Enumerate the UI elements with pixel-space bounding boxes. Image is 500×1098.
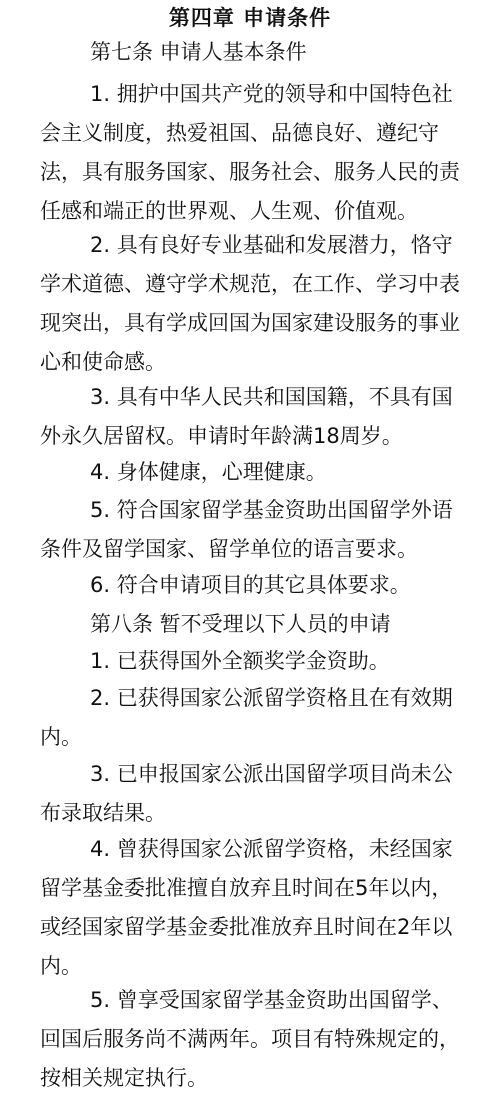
text-line: 5. 符合国家留学基金资助出国留学外语 xyxy=(90,498,453,522)
text-line: 任感和端正的世界观、人生观、价值观。 xyxy=(40,199,418,223)
text-line: 条件及留学国家、留学单位的语言要求。 xyxy=(40,537,418,561)
text-line: 2. 已获得国家公派留学资格且在有效期 xyxy=(90,686,453,710)
chapter-title: 第四章 申请条件 xyxy=(168,6,332,30)
text-line: 1. 已获得国外全额奖学金资助。 xyxy=(90,649,390,673)
article-heading-8: 第八条 暂不受理以下人员的申请 xyxy=(90,612,391,636)
article8-item-5 xyxy=(40,981,480,1098)
article8-item-1 xyxy=(40,642,480,681)
text-line: 会主义制度，热爱祖国、品德良好、遵纪守 xyxy=(40,121,439,145)
text-line: 6. 符合申请项目的其它具体要求。 xyxy=(90,573,411,597)
article8-item-2 xyxy=(40,679,480,757)
text-line: 3. 具有中华人民共和国国籍，不具有国 xyxy=(90,385,453,409)
article7-item-6 xyxy=(40,566,480,605)
article7-item-5 xyxy=(40,491,480,569)
text-line: 1. 拥护中国共产党的领导和中国特色社 xyxy=(90,82,453,106)
text-line: 心和使命感。 xyxy=(40,350,166,374)
text-line: 学术道德、遵守学术规范，在工作、学习中表 xyxy=(40,272,460,296)
article-heading-7: 第七条 申请人基本条件 xyxy=(90,40,307,64)
text-line: 外永久居留权。申请时年龄满18周岁。 xyxy=(40,424,403,448)
article8-item-4 xyxy=(40,830,480,986)
text-line: 按相关规定执行。 xyxy=(40,1066,208,1090)
article8-item-3 xyxy=(40,755,480,833)
text-line: 布录取结果。 xyxy=(40,801,166,825)
text-line: 2. 具有良好专业基础和发展潜力，恪守 xyxy=(90,233,453,257)
article7-item-1 xyxy=(40,75,480,231)
article7-item-3 xyxy=(40,378,480,456)
text-line: 留学基金委批准擅自放弃且时间在5年以内， xyxy=(40,876,453,900)
text-line: 3. 已申报国家公派出国留学项目尚未公 xyxy=(90,762,453,786)
text-line: 法，具有服务国家、服务社会、服务人民的责 xyxy=(40,160,460,184)
article7-item-4 xyxy=(40,453,480,492)
text-line: 内。 xyxy=(40,954,82,978)
text-line: 内。 xyxy=(40,725,82,749)
article7-item-2 xyxy=(40,226,480,382)
text-line: 4. 曾获得国家公派留学资格，未经国家 xyxy=(90,837,453,861)
text-line: 4. 身体健康，心理健康。 xyxy=(90,460,327,484)
text-line: 现突出，具有学成回国为国家建设服务的事业 xyxy=(40,311,460,335)
text-line: 回国后服务尚不满两年。项目有特殊规定的， xyxy=(40,1027,460,1051)
text-line: 或经国家留学基金委批准放弃且时间在2年以 xyxy=(40,915,453,939)
text-line: 5. 曾享受国家留学基金资助出国留学、 xyxy=(90,988,453,1012)
